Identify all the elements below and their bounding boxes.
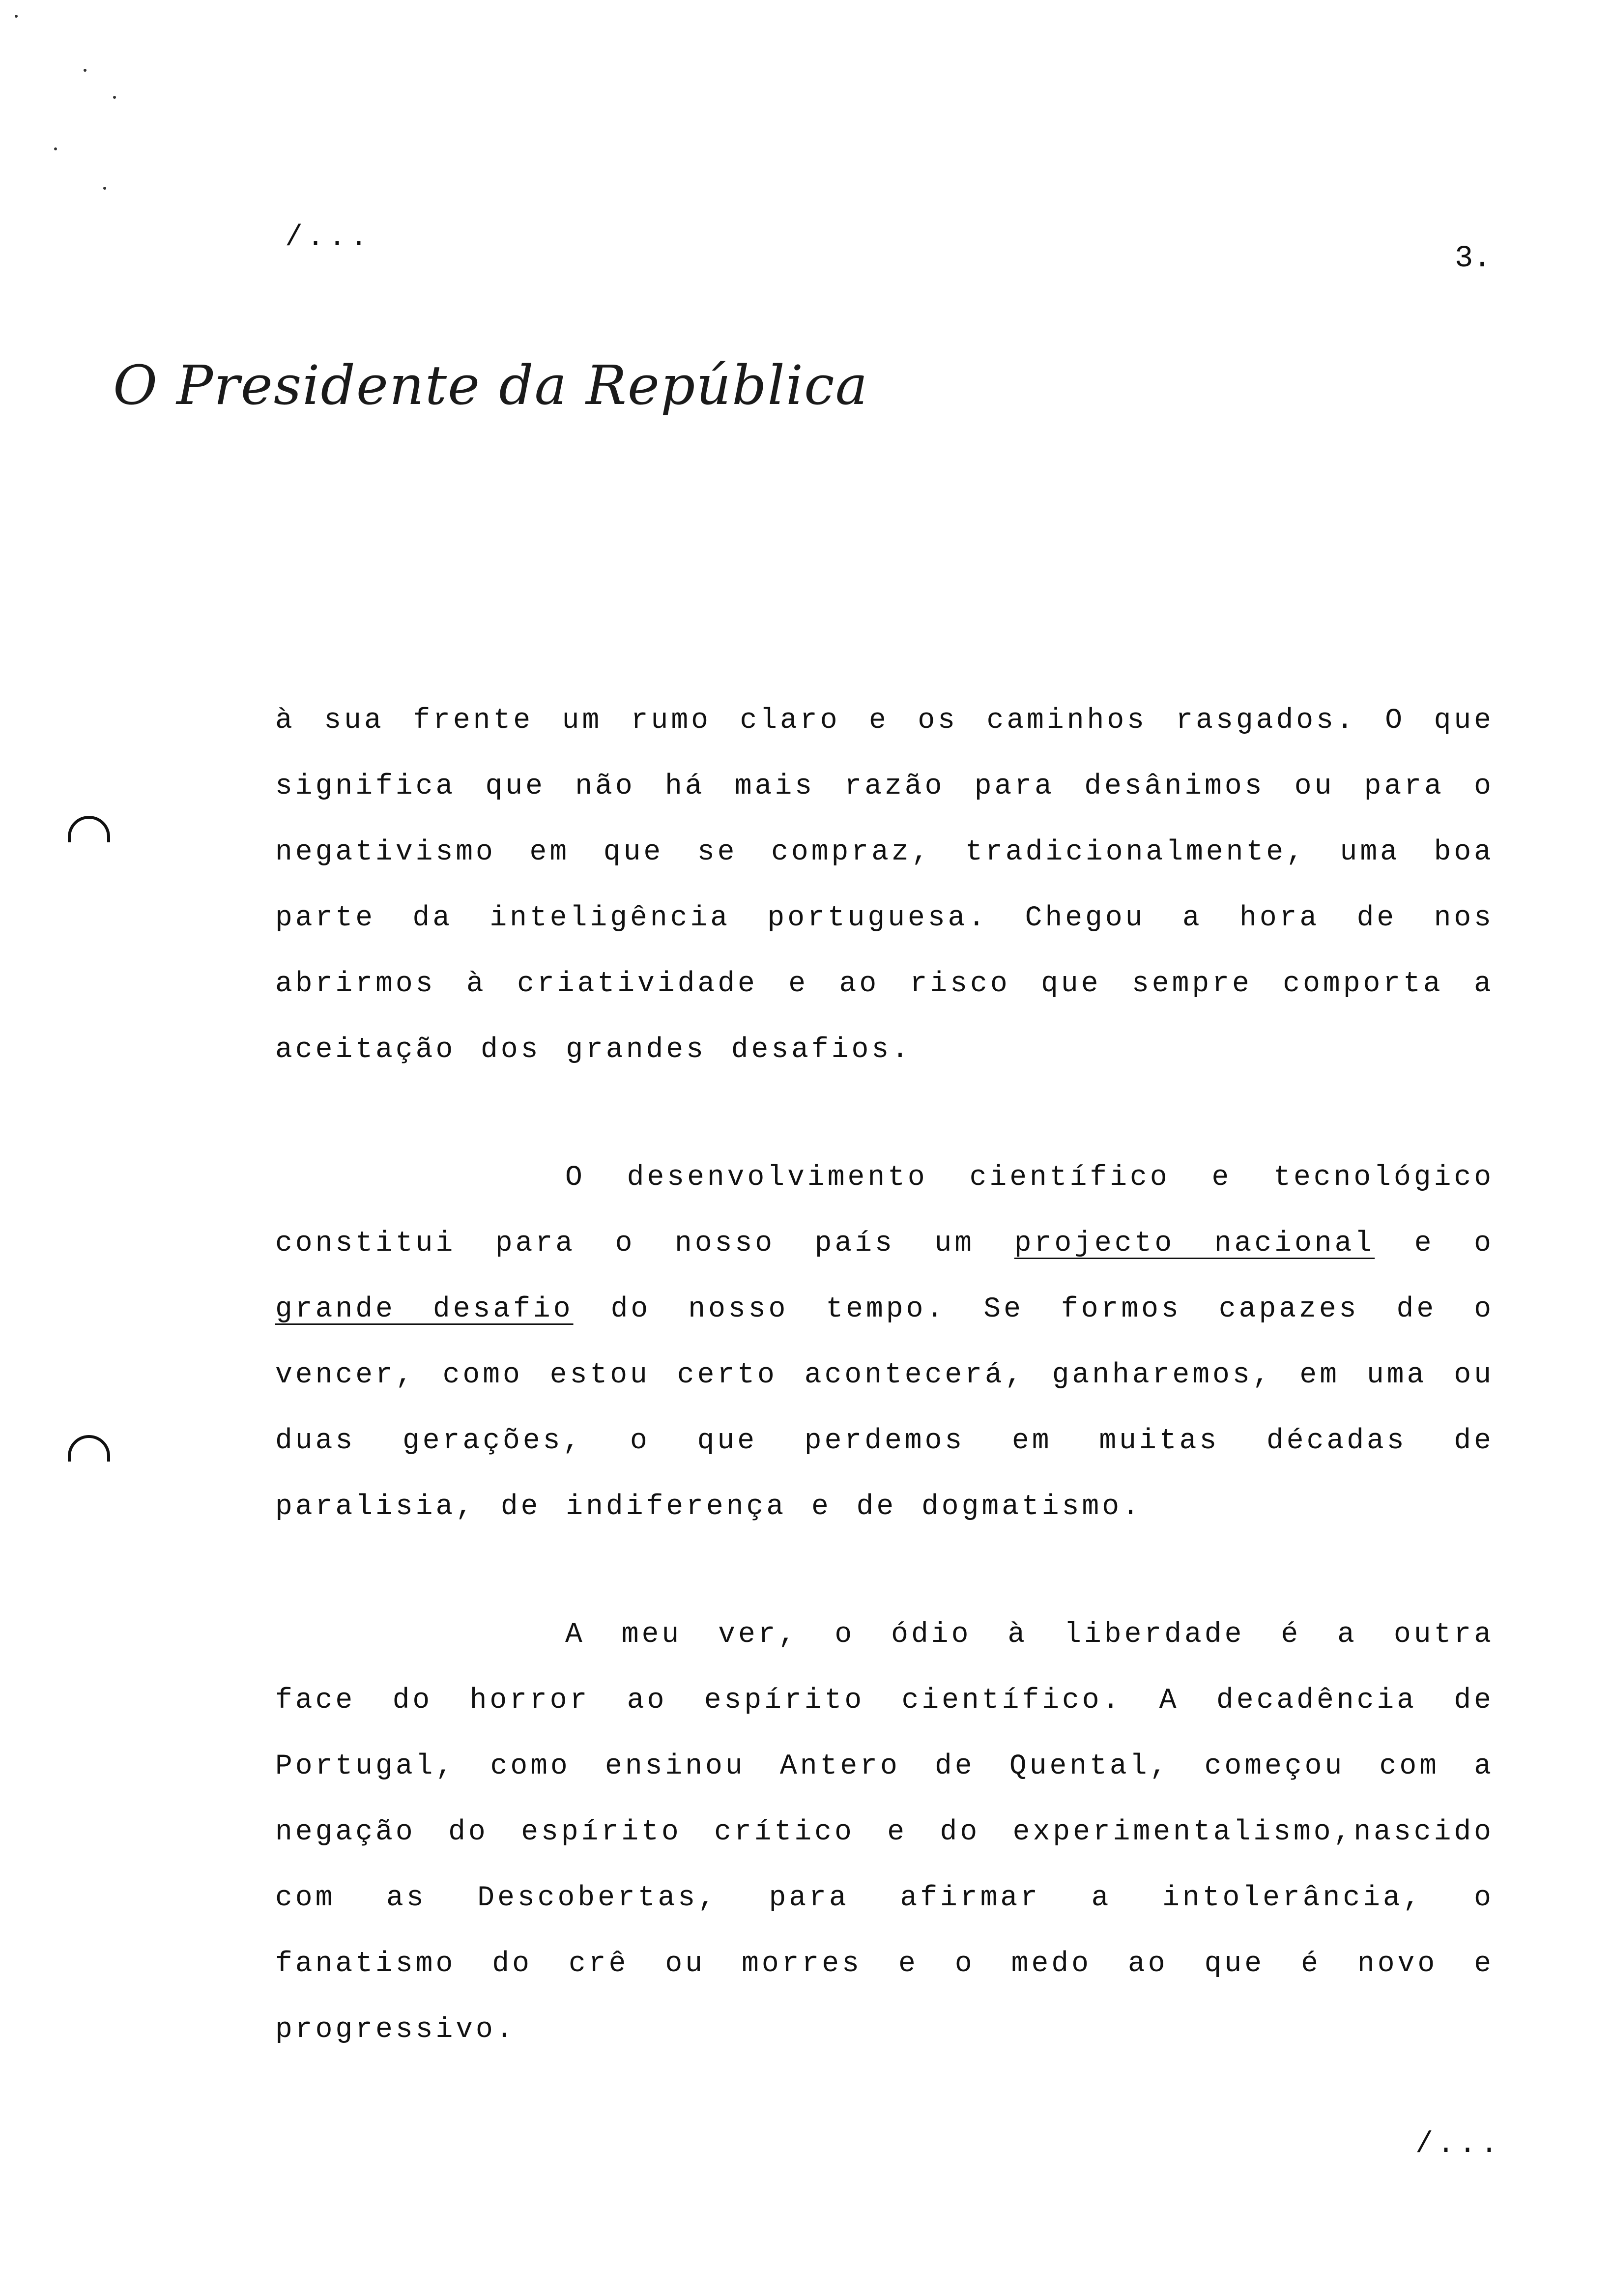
page-number: 3.	[1455, 241, 1492, 276]
continuation-marker-bottom: /...	[1415, 2128, 1502, 2161]
underlined-phrase: projecto nacional	[1014, 1228, 1375, 1260]
paragraph-2-text: e o	[1375, 1228, 1494, 1260]
scan-speck	[54, 147, 57, 150]
continuation-marker-top: /...	[285, 221, 372, 255]
letterhead: O Presidente da República	[113, 354, 869, 417]
paragraph-2-text: O desenvolvimento científico e tecnológico constitui para o nosso país um	[275, 1162, 1494, 1260]
paragraph-3: A meu ver, o ódio à liberdade é a outra face do horror ao espírito científico. A decadência de Portugal, como ensinou Antero de Quental, começou com a negação do espírito crítico e do experimentalismo,nascido com as Descobertas, para afirmar a intolerância, o fanatismo do crê ou morres e o medo ao que é novo e progressivo.	[275, 1619, 1494, 2046]
punch-hole-mark	[68, 816, 110, 842]
paragraph-2	[275, 1145, 1494, 1540]
scan-speck	[84, 69, 86, 72]
scan-speck	[15, 15, 18, 18]
scan-speck	[103, 187, 106, 190]
scan-speck	[113, 96, 116, 99]
paragraph-1: à sua frente um rumo claro e os caminhos rasgados. O que significa que não há mais razão para desânimos ou para o negativismo em que se compraz, tradicionalmente, uma boa parte da inteligência portuguesa. Chegou a hora de nos abrirmos à criatividade e ao risco que sempre comporta a aceitação dos grandes desafios.	[275, 705, 1494, 1066]
punch-hole-mark	[68, 1435, 110, 1462]
paragraph-2-text: do nosso tempo. Se formos capazes de o vencer, como estou certo acontecerá, ganharemos, em uma ou duas gerações, o que perdemos em muitas décadas de paralisia, de indiferença e de dogmatismo.	[275, 1293, 1495, 1523]
underlined-phrase: grande desafio	[275, 1293, 574, 1325]
